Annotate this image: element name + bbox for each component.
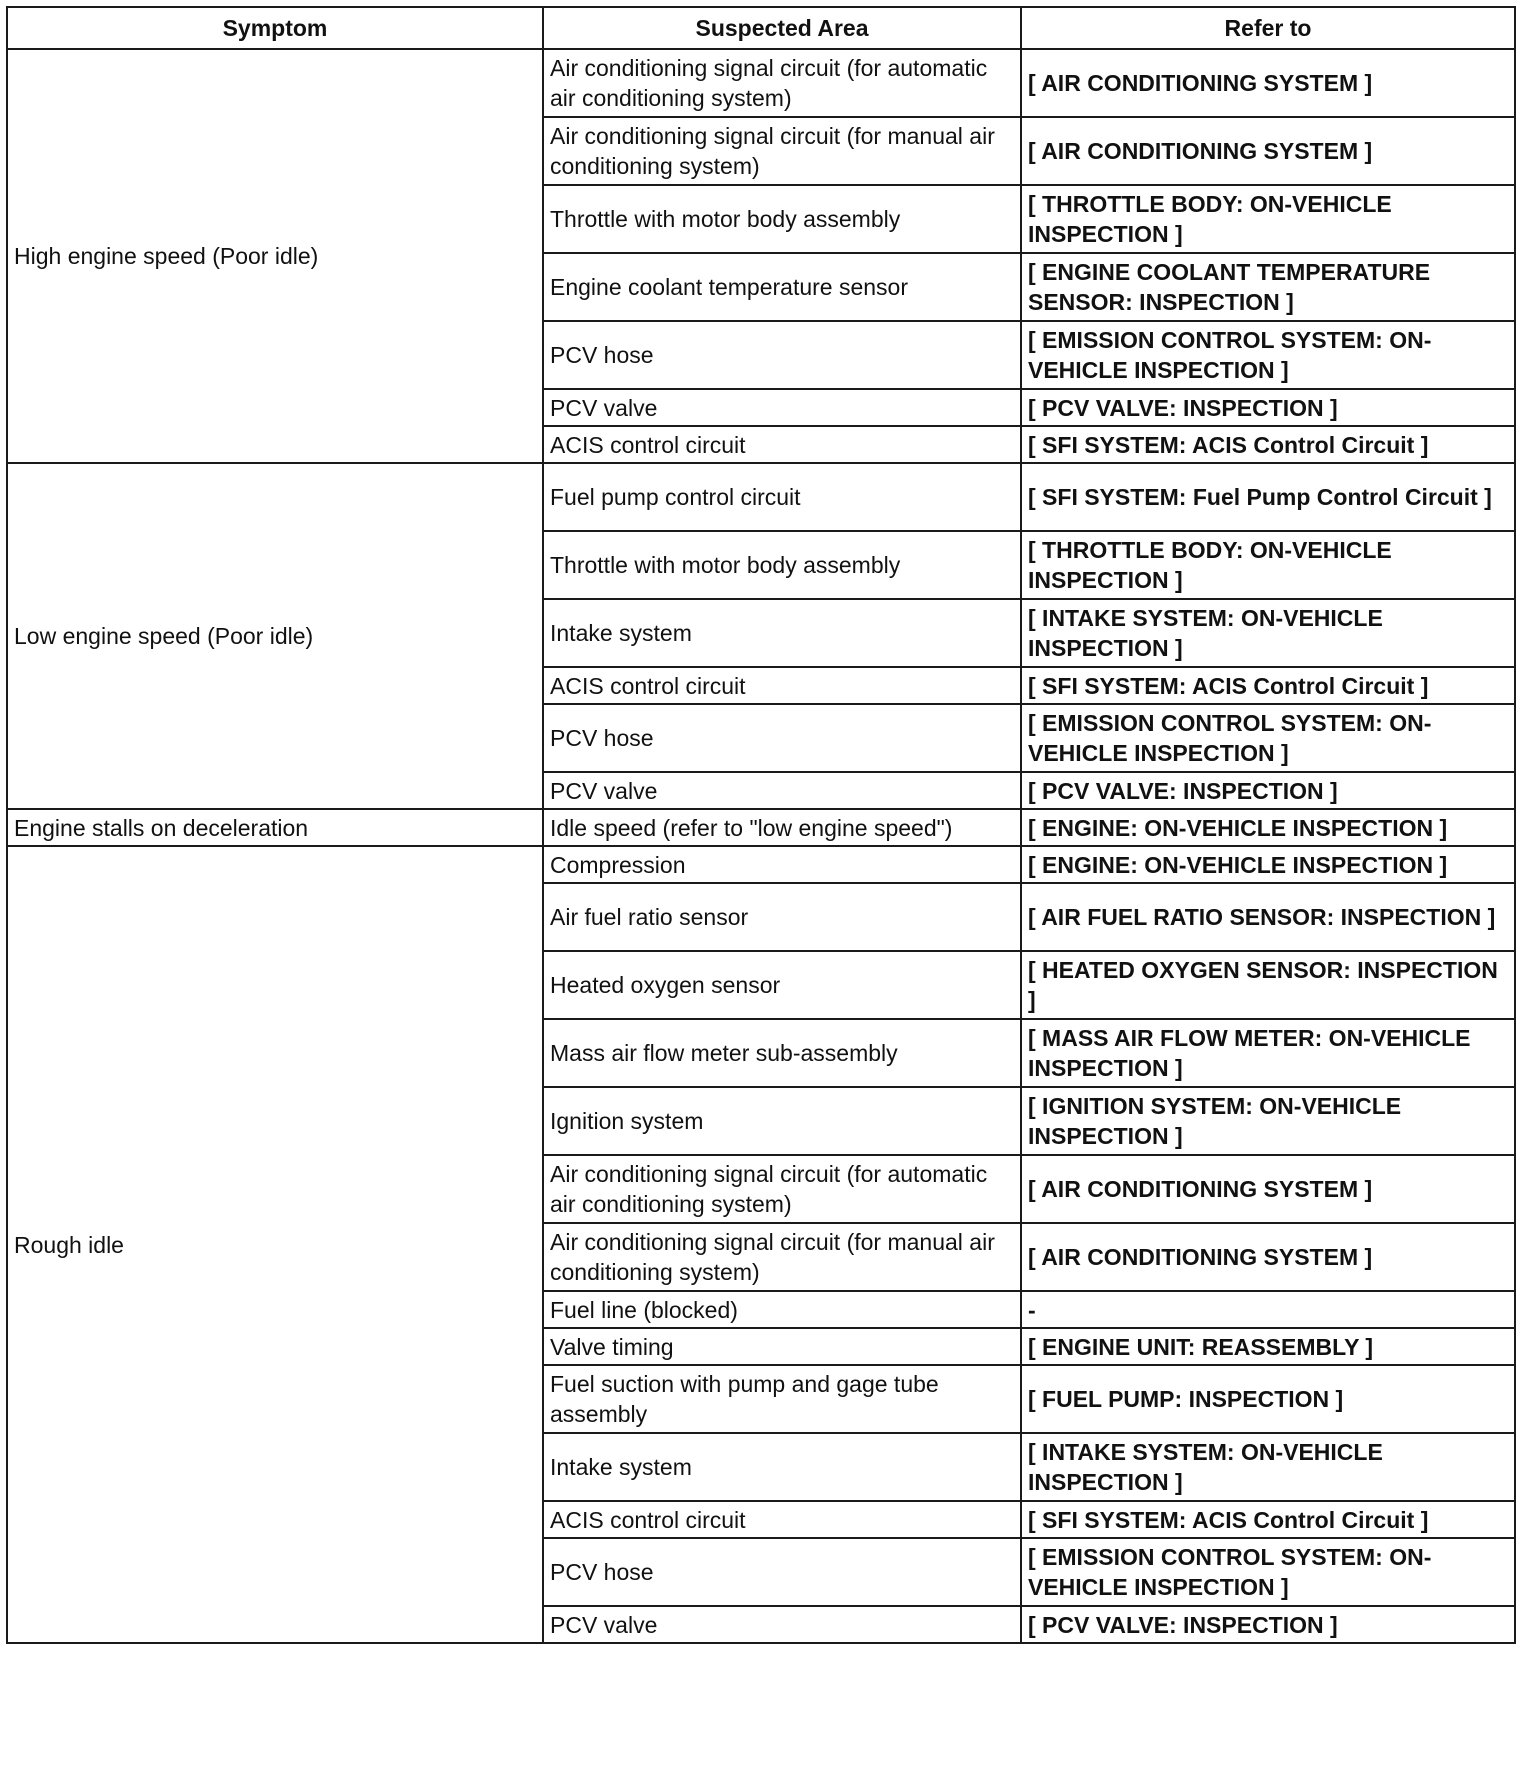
refer-to-cell: [ IGNITION SYSTEM: ON-VEHICLE INSPECTION ]: [1021, 1087, 1515, 1155]
refer-to-cell: [ AIR CONDITIONING SYSTEM ]: [1021, 1223, 1515, 1291]
refer-to-cell: [ EMISSION CONTROL SYSTEM: ON-VEHICLE INSPECTION ]: [1021, 1538, 1515, 1606]
suspected-area-cell: Air conditioning signal circuit (for automatic air conditioning system): [543, 49, 1021, 117]
refer-to-cell: [ AIR FUEL RATIO SENSOR: INSPECTION ]: [1021, 883, 1515, 951]
suspected-area-cell: Intake system: [543, 599, 1021, 667]
refer-to-cell: [ THROTTLE BODY: ON-VEHICLE INSPECTION ]: [1021, 185, 1515, 253]
suspected-area-cell: Air fuel ratio sensor: [543, 883, 1021, 951]
suspected-area-cell: Throttle with motor body assembly: [543, 531, 1021, 599]
suspected-area-cell: Valve timing: [543, 1328, 1021, 1365]
refer-to-cell: [ AIR CONDITIONING SYSTEM ]: [1021, 117, 1515, 185]
suspected-area-cell: Ignition system: [543, 1087, 1021, 1155]
refer-to-cell: [ AIR CONDITIONING SYSTEM ]: [1021, 1155, 1515, 1223]
refer-to-cell: [ FUEL PUMP: INSPECTION ]: [1021, 1365, 1515, 1433]
suspected-area-cell: ACIS control circuit: [543, 667, 1021, 704]
table-row: [7, 846, 1515, 883]
refer-to-cell: [ AIR CONDITIONING SYSTEM ]: [1021, 49, 1515, 117]
table-row: [7, 49, 1515, 117]
table-row: [7, 809, 1515, 846]
refer-to-cell: [ INTAKE SYSTEM: ON-VEHICLE INSPECTION ]: [1021, 599, 1515, 667]
suspected-area-cell: PCV valve: [543, 772, 1021, 809]
suspected-area-cell: PCV hose: [543, 1538, 1021, 1606]
refer-to-cell: [ PCV VALVE: INSPECTION ]: [1021, 389, 1515, 426]
suspected-area-cell: Mass air flow meter sub-assembly: [543, 1019, 1021, 1087]
header-row: [7, 7, 1515, 49]
refer-to-cell: -: [1021, 1291, 1515, 1328]
suspected-area-cell: Idle speed (refer to "low engine speed"): [543, 809, 1021, 846]
symptom-cell: Rough idle: [7, 846, 543, 1643]
refer-to-cell: [ THROTTLE BODY: ON-VEHICLE INSPECTION ]: [1021, 531, 1515, 599]
suspected-area-cell: Heated oxygen sensor: [543, 951, 1021, 1019]
refer-to-cell: [ SFI SYSTEM: Fuel Pump Control Circuit ]: [1021, 463, 1515, 531]
suspected-area-cell: PCV valve: [543, 1606, 1021, 1643]
suspected-area-cell: PCV valve: [543, 389, 1021, 426]
refer-to-cell: [ SFI SYSTEM: ACIS Control Circuit ]: [1021, 667, 1515, 704]
refer-to-cell: [ EMISSION CONTROL SYSTEM: ON-VEHICLE INSPECTION ]: [1021, 704, 1515, 772]
refer-to-cell: [ MASS AIR FLOW METER: ON-VEHICLE INSPECTION ]: [1021, 1019, 1515, 1087]
refer-to-cell: [ HEATED OXYGEN SENSOR: INSPECTION ]: [1021, 951, 1515, 1019]
symptom-cell: High engine speed (Poor idle): [7, 49, 543, 463]
symptom-cell: Engine stalls on deceleration: [7, 809, 543, 846]
refer-to-cell: [ ENGINE COOLANT TEMPERATURE SENSOR: INSPECTION ]: [1021, 253, 1515, 321]
header-symptom: Symptom: [7, 7, 543, 49]
suspected-area-cell: ACIS control circuit: [543, 426, 1021, 463]
suspected-area-cell: Fuel line (blocked): [543, 1291, 1021, 1328]
suspected-area-cell: Intake system: [543, 1433, 1021, 1501]
suspected-area-cell: ACIS control circuit: [543, 1501, 1021, 1538]
refer-to-cell: [ ENGINE: ON-VEHICLE INSPECTION ]: [1021, 809, 1515, 846]
suspected-area-cell: Fuel pump control circuit: [543, 463, 1021, 531]
suspected-area-cell: Air conditioning signal circuit (for manual air conditioning system): [543, 117, 1021, 185]
refer-to-cell: [ EMISSION CONTROL SYSTEM: ON-VEHICLE INSPECTION ]: [1021, 321, 1515, 389]
symptom-table: [6, 6, 1516, 1644]
refer-to-cell: [ PCV VALVE: INSPECTION ]: [1021, 772, 1515, 809]
suspected-area-cell: PCV hose: [543, 704, 1021, 772]
refer-to-cell: [ PCV VALVE: INSPECTION ]: [1021, 1606, 1515, 1643]
suspected-area-cell: PCV hose: [543, 321, 1021, 389]
refer-to-cell: [ SFI SYSTEM: ACIS Control Circuit ]: [1021, 1501, 1515, 1538]
suspected-area-cell: Compression: [543, 846, 1021, 883]
suspected-area-cell: Air conditioning signal circuit (for manual air conditioning system): [543, 1223, 1021, 1291]
refer-to-cell: [ INTAKE SYSTEM: ON-VEHICLE INSPECTION ]: [1021, 1433, 1515, 1501]
suspected-area-cell: Air conditioning signal circuit (for automatic air conditioning system): [543, 1155, 1021, 1223]
refer-to-cell: [ ENGINE UNIT: REASSEMBLY ]: [1021, 1328, 1515, 1365]
suspected-area-cell: Fuel suction with pump and gage tube assembly: [543, 1365, 1021, 1433]
refer-to-cell: [ SFI SYSTEM: ACIS Control Circuit ]: [1021, 426, 1515, 463]
refer-to-cell: [ ENGINE: ON-VEHICLE INSPECTION ]: [1021, 846, 1515, 883]
header-suspected-area: Suspected Area: [543, 7, 1021, 49]
header-refer-to: Refer to: [1021, 7, 1515, 49]
suspected-area-cell: Engine coolant temperature sensor: [543, 253, 1021, 321]
table-row: [7, 463, 1515, 531]
suspected-area-cell: Throttle with motor body assembly: [543, 185, 1021, 253]
symptom-cell: Low engine speed (Poor idle): [7, 463, 543, 809]
